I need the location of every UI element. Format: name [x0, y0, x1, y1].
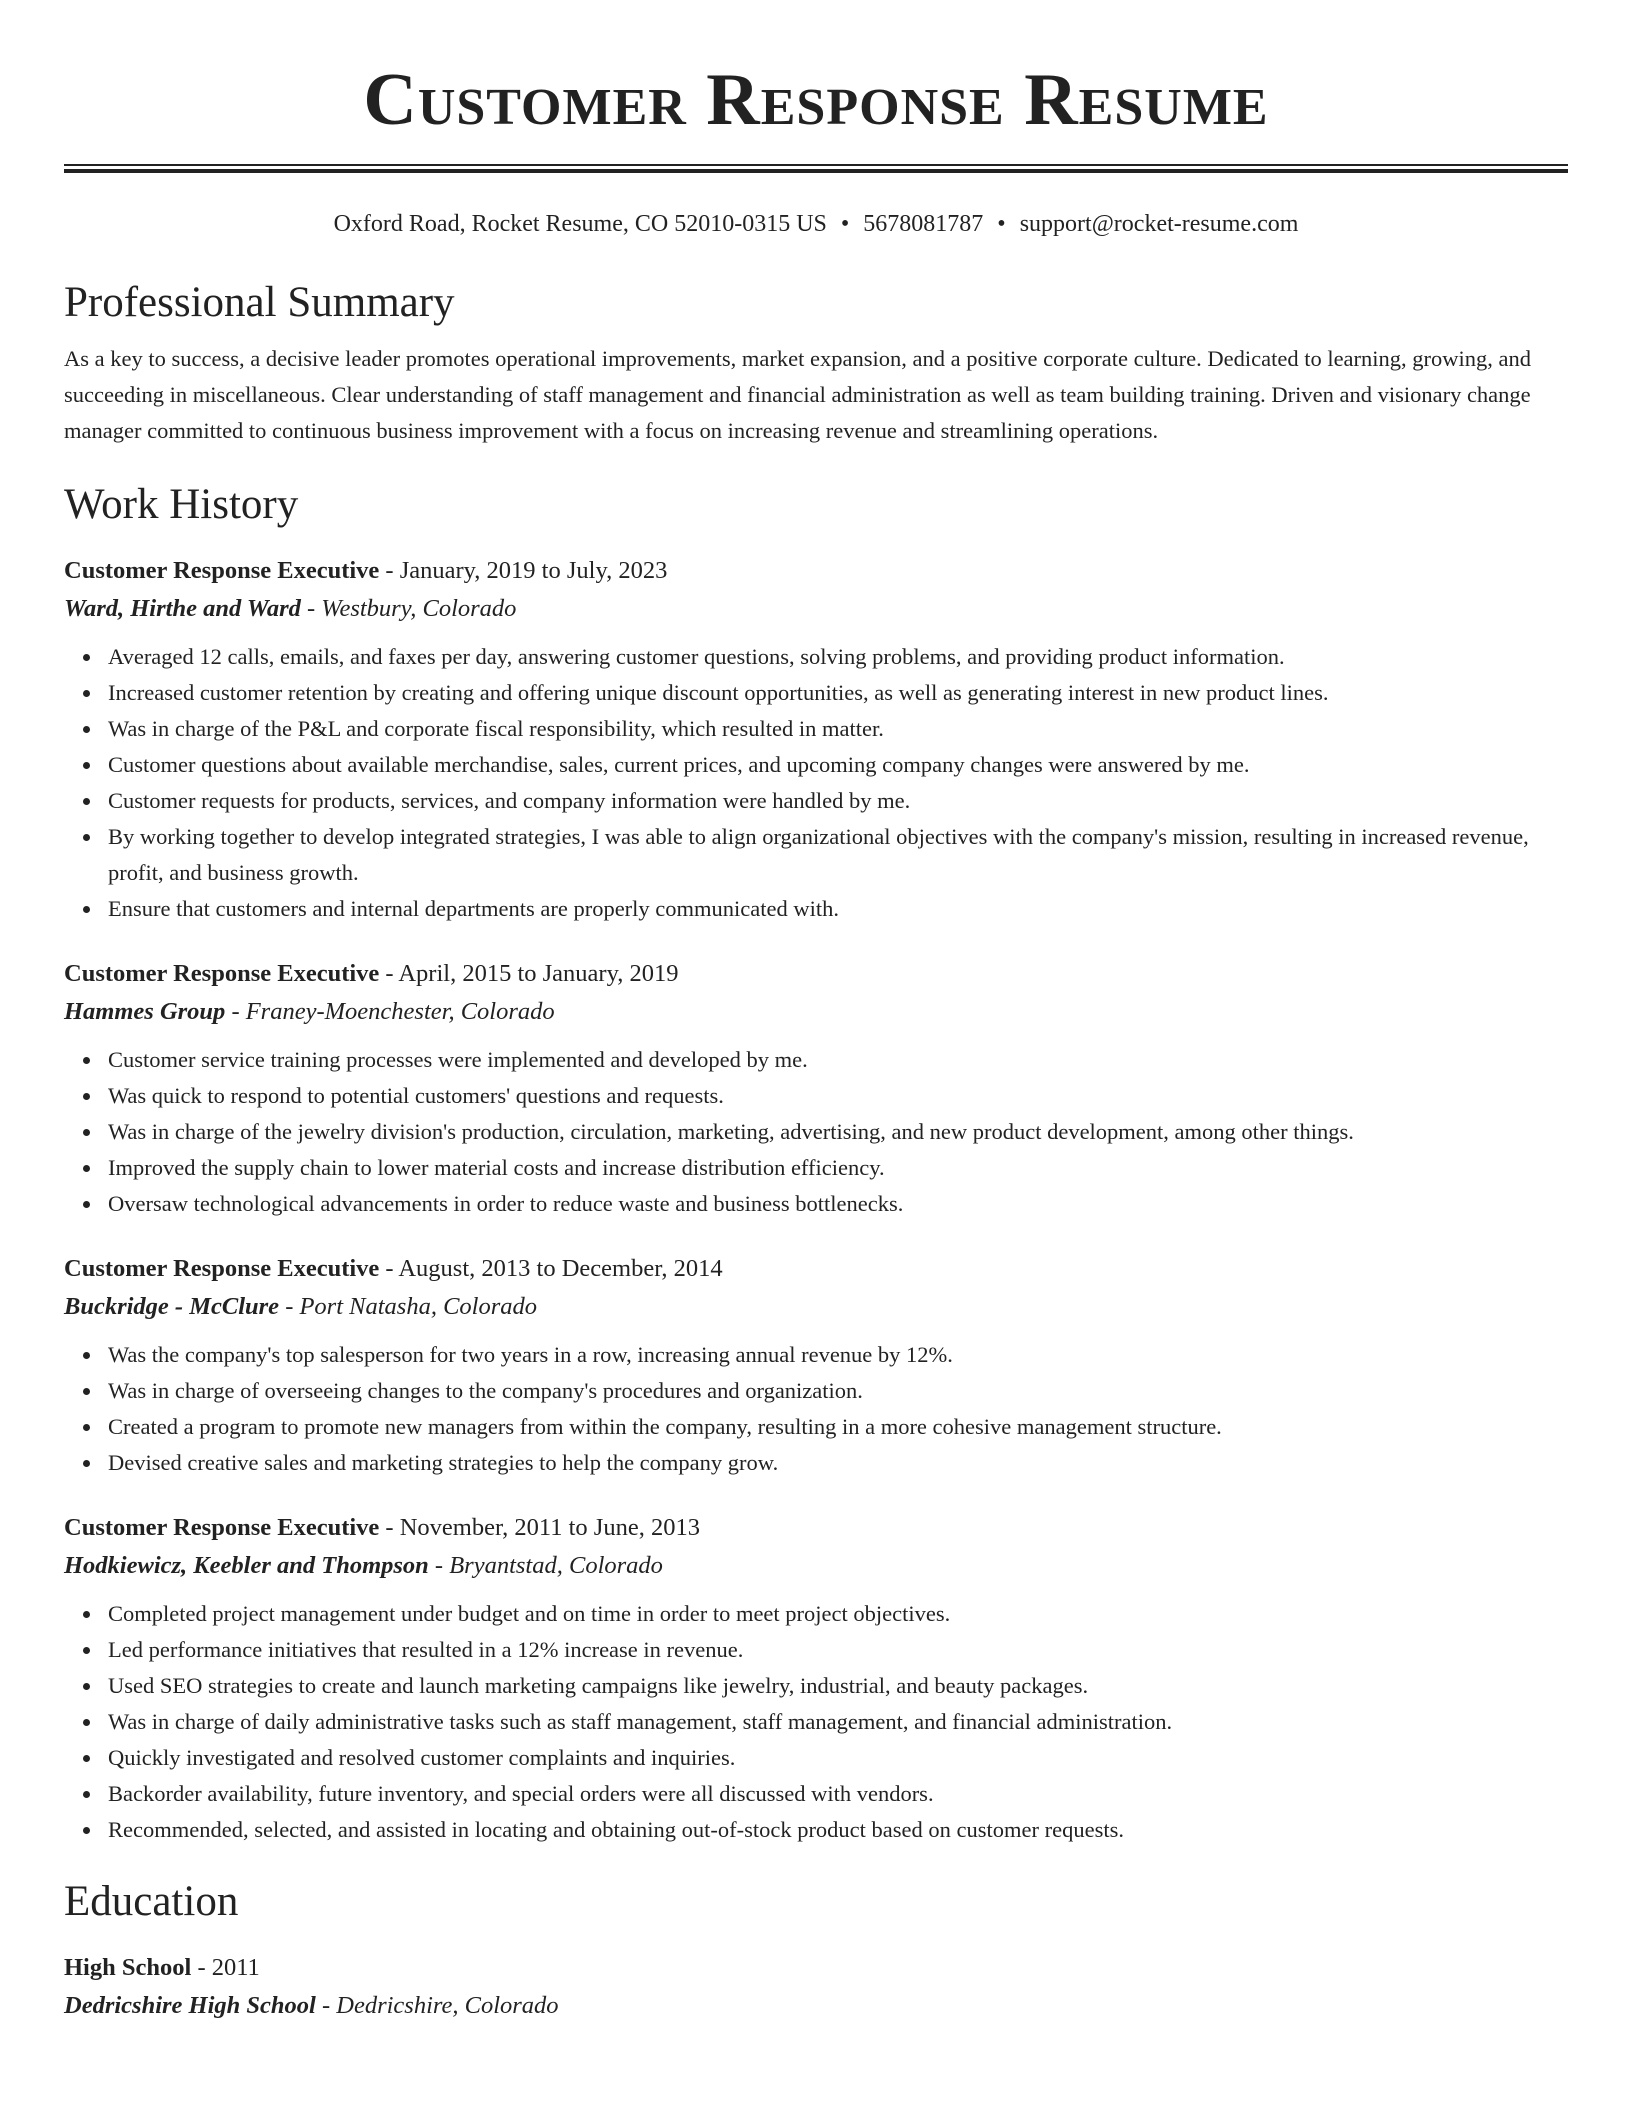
job-company-line [64, 1550, 1568, 1582]
job-title-line [64, 958, 1568, 990]
job-bullet: Created a program to promote new managers from within the company, resulting in a more cohesive management structure. [108, 1409, 1568, 1445]
education-school-line [64, 1990, 1568, 2022]
job-bullet: Averaged 12 calls, emails, and faxes per day, answering customer questions, solving problems, and providing product information. [108, 639, 1568, 675]
job-bullets [64, 1042, 1568, 1222]
resume-title: Customer Response Resume [363, 59, 1269, 141]
job-company: Hodkiewicz, Keebler and Thompson [64, 1552, 429, 1579]
job-location: - Port Natasha, Colorado [279, 1293, 538, 1320]
job-bullet: Customer service training processes were implemented and developed by me. [108, 1042, 1568, 1078]
contact-line [64, 209, 1568, 239]
job-location: - Westbury, Colorado [300, 595, 517, 622]
job-title: Customer Response Executive [64, 1255, 380, 1282]
summary-text: As a key to success, a decisive leader promotes operational improvements, market expansion, and a positive corporate culture. Dedicated to learning, growing, and succeeding in miscellaneous. Clear understanding of staff management and financial administration as well as team building training. Driven and visionary change manager committed to continuous business improvement with a focus on increasing revenue and streamlining operations. [64, 346, 1532, 443]
job-bullets [64, 1596, 1568, 1848]
job-bullet: Customer requests for products, services, and company information were handled by me. [108, 783, 1568, 819]
job-company-line [64, 1291, 1568, 1323]
job-dates: - August, 2013 to December, 2014 [379, 1255, 723, 1282]
job-bullet: Devised creative sales and marketing strategies to help the company grow. [108, 1445, 1568, 1481]
job-dates: - January, 2019 to July, 2023 [379, 557, 668, 584]
job-bullet: Increased customer retention by creating and offering unique discount opportunities, as well as generating interest in new product lines. [108, 675, 1568, 711]
job-bullet: Recommended, selected, and assisted in locating and obtaining out-of-stock product based on customer requests. [108, 1812, 1568, 1848]
job-location: - Franey-Moenchester, Colorado [225, 998, 555, 1025]
job-company-line [64, 996, 1568, 1028]
job-bullet: Led performance initiatives that resulted in a 12% increase in revenue. [108, 1632, 1568, 1668]
job-title-line [64, 1253, 1568, 1285]
contact-separator: • [840, 211, 850, 237]
education-degree-line [64, 1952, 1568, 1984]
job-bullet: Improved the supply chain to lower material costs and increase distribution efficiency. [108, 1150, 1568, 1186]
job-bullet: Was quick to respond to potential customers' questions and requests. [108, 1078, 1568, 1114]
job-entry [64, 1512, 1568, 1848]
job-bullet: Was in charge of overseeing changes to the company's procedures and organization. [108, 1373, 1568, 1409]
contact-email: support@rocket-resume.com [1019, 211, 1299, 237]
job-title-line [64, 555, 1568, 587]
job-bullet: Used SEO strategies to create and launch marketing campaigns like jewelry, industrial, and beauty packages. [108, 1668, 1568, 1704]
contact-separator: • [997, 211, 1006, 237]
job-title: Customer Response Executive [64, 960, 380, 987]
job-bullet: Ensure that customers and internal departments are properly communicated with. [108, 891, 1568, 927]
work-history-section [64, 479, 1568, 1848]
job-bullet: Was in charge of the P&L and corporate fiscal responsibility, which resulted in matter. [108, 711, 1568, 747]
job-bullet: Oversaw technological advancements in order to reduce waste and business bottlenecks. [108, 1186, 1568, 1222]
education-location: - Dedricshire, Colorado [315, 1992, 559, 2019]
job-bullet: Backorder availability, future inventory, and special orders were all discussed with vendors. [108, 1776, 1568, 1812]
job-title-line [64, 1512, 1568, 1544]
job-bullet: Completed project management under budget and on time in order to meet project objectives. [108, 1596, 1568, 1632]
job-company: Hammes Group [64, 998, 226, 1025]
contact-address: Oxford Road, Rocket Resume, CO 52010-0315 US [333, 211, 827, 237]
job-bullets [64, 639, 1568, 927]
title-divider [64, 164, 1568, 173]
job-bullet: Was in charge of daily administrative tasks such as staff management, staff management, and financial administration. [108, 1704, 1568, 1740]
job-entry [64, 555, 1568, 927]
job-location: - Bryantstad, Colorado [428, 1552, 663, 1579]
job-title: Customer Response Executive [64, 557, 380, 584]
contact-phone: 5678081787 [863, 211, 984, 237]
job-company: Ward, Hirthe and Ward [64, 595, 301, 622]
section-heading: Professional Summary [64, 279, 455, 326]
job-dates: - April, 2015 to January, 2019 [379, 960, 679, 987]
education-section [64, 1876, 1568, 2022]
section-heading: Work History [64, 481, 299, 528]
section-heading: Education [64, 1878, 239, 1925]
education-entry [64, 1952, 1568, 2022]
job-bullet: By working together to develop integrated strategies, I was able to align organizational objectives with the company's mission, resulting in increased revenue, profit, and business growth. [108, 819, 1568, 891]
job-bullet: Was in charge of the jewelry division's production, circulation, marketing, advertising, and new product development, among other things. [108, 1114, 1568, 1150]
job-bullets [64, 1337, 1568, 1481]
job-bullet: Customer questions about available merchandise, sales, current prices, and upcoming company changes were answered by me. [108, 747, 1568, 783]
job-dates: - November, 2011 to June, 2013 [379, 1514, 700, 1541]
job-entry [64, 958, 1568, 1222]
job-title: Customer Response Executive [64, 1514, 380, 1541]
job-bullet: Quickly investigated and resolved customer complaints and inquiries. [108, 1740, 1568, 1776]
education-school: Dedricshire High School [64, 1992, 316, 2019]
job-entry [64, 1253, 1568, 1481]
job-bullet: Was the company's top salesperson for two years in a row, increasing annual revenue by 12%. [108, 1337, 1568, 1373]
education-year: - 2011 [191, 1954, 260, 1981]
professional-summary-section [64, 277, 1568, 449]
job-company-line [64, 593, 1568, 625]
job-company: Buckridge - McClure [64, 1293, 280, 1320]
education-degree: High School [64, 1954, 192, 1981]
